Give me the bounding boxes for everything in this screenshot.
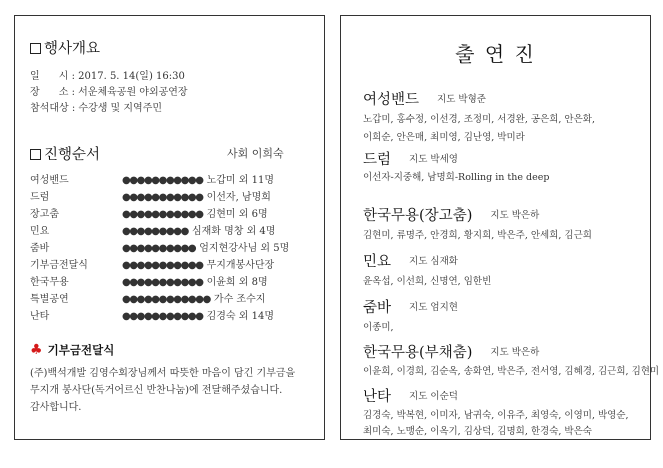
- cast-group-director: 지도 이순덕: [409, 391, 458, 402]
- date-value: 2017. 5. 14(일) 16:30: [78, 71, 185, 82]
- program-item: [30, 222, 310, 237]
- cast-group-name: 난타: [363, 389, 392, 405]
- program-item-detail: 이윤희 외 8명: [206, 277, 268, 288]
- place-value: 서운체육공원 야외공연장: [78, 87, 188, 98]
- donation-heading: 기부금전달식: [47, 343, 115, 357]
- program-item-name: 민요: [30, 226, 50, 237]
- donation-line: 무지개 봉사단(독거어르신 반찬나눔)에 전달해주셨습니다.: [30, 385, 283, 396]
- program-item: [30, 205, 310, 220]
- cast-group-name: 줌바: [363, 300, 392, 316]
- program-item-name: 난타: [30, 311, 50, 322]
- cast-group-heading: [363, 204, 539, 225]
- program-item: [30, 256, 310, 271]
- cast-group-members: 최미숙, 노맹순, 이옥기, 김상덕, 김명희, 한경숙, 박은숙: [363, 426, 592, 437]
- checkbox-square-icon: [30, 43, 41, 54]
- cast-group-members: 이종미,: [363, 322, 394, 333]
- overview-heading: 행사개요: [30, 37, 100, 58]
- cast-group-heading: [363, 341, 539, 362]
- checkbox-square-icon: [30, 149, 41, 160]
- program-item-name: 드럼: [30, 192, 50, 203]
- program-item-detail: 가수 조수지: [213, 294, 266, 305]
- cast-group-heading: [363, 88, 486, 109]
- cast-group-name: 한국무용(장고춤): [363, 208, 473, 224]
- program-item: [30, 307, 310, 322]
- program-item: [30, 290, 310, 305]
- cast-group-name: 여성밴드: [363, 92, 420, 108]
- program-item-dots: ●●●●●●●●●●●: [122, 311, 203, 322]
- program-item-detail: 김현미 외 6명: [206, 209, 268, 220]
- program-item: [30, 171, 310, 186]
- cast-group-heading: [363, 296, 458, 317]
- donation-line: 감사합니다.: [30, 402, 82, 413]
- cast-group-name: 민요: [363, 254, 392, 270]
- donation-line: (주)백석개발 김영수회장님께서 따뜻한 마음이 담긴 기부금을: [30, 368, 296, 379]
- program-item-dots: ●●●●●●●●●●●●: [122, 294, 210, 305]
- program-item-detail: 노갑미 외 11명: [206, 175, 274, 186]
- program-item-dots: ●●●●●●●●●●●: [122, 175, 203, 186]
- audience-label: 참석대상 :: [30, 103, 76, 114]
- cast-group-members: 이선자-지중해, 남명희-Rolling in the deep: [363, 172, 550, 183]
- place-row: [30, 83, 188, 98]
- date-row: [30, 67, 185, 82]
- program-item-name: 줌바: [30, 243, 50, 254]
- cast-group-members: 이윤희, 이경희, 김순옥, 송화연, 박은주, 전서영, 김혜경, 김근희, 김현미: [363, 366, 660, 377]
- cast-group-name: 한국무용(부채춤): [363, 345, 473, 361]
- program-item-detail: 김경숙 외 14명: [206, 311, 274, 322]
- cast-group-director: 지도 박은하: [490, 347, 540, 358]
- program-item-name: 여성밴드: [30, 175, 69, 186]
- program-item-dots: ●●●●●●●●●●●: [122, 209, 203, 220]
- program-heading: 진행순서: [30, 143, 100, 164]
- cast-group-heading: [363, 148, 458, 169]
- program-item-name: 장고춤: [30, 209, 59, 220]
- audience-row: [30, 99, 162, 114]
- program-item-detail: 무지개봉사단장: [206, 260, 275, 271]
- program-item-dots: ●●●●●●●●●: [122, 226, 188, 237]
- program-item: [30, 188, 310, 203]
- cast-group-name: 드럼: [363, 152, 392, 168]
- cast-group-director: 지도 심재화: [409, 256, 458, 267]
- program-item-dots: ●●●●●●●●●●●: [122, 277, 203, 288]
- cast-group-director: 지도 박은하: [490, 210, 540, 221]
- cast-title: 출 연 진: [455, 42, 536, 66]
- program-item: [30, 273, 310, 288]
- program-item-dots: ●●●●●●●●●●: [122, 243, 196, 254]
- cast-group-members: 노갑미, 홍수정, 이선경, 조정미, 서경완, 공은희, 안은화,: [363, 114, 595, 125]
- donation-heading-row: [30, 339, 114, 358]
- program-item-dots: ●●●●●●●●●●●: [122, 260, 203, 271]
- cast-group-director: 지도 박형준: [437, 94, 486, 105]
- place-label: 장 소 :: [30, 87, 75, 98]
- program-item-detail: 심재화 명창 외 4명: [191, 226, 276, 237]
- cast-group-members: 김현미, 류명주, 안경희, 황지희, 박은주, 안세희, 김근희: [363, 230, 592, 241]
- date-label: 일 시 :: [30, 71, 75, 82]
- program-item-name: 기부금전달식: [30, 260, 88, 271]
- cast-panel: [340, 15, 660, 440]
- program-item-name: 한국무용: [30, 277, 69, 288]
- program-item-dots: ●●●●●●●●●●●: [122, 192, 203, 203]
- event-overview-panel: [14, 15, 325, 440]
- cast-group-members: 이희순, 안은매, 최미영, 김난영, 박미라: [363, 132, 525, 143]
- audience-value: 수강생 및 지역주민: [78, 103, 163, 114]
- cast-group-members: 윤옥섭, 이선희, 신명연, 임한빈: [363, 276, 492, 287]
- cast-group-heading: [363, 250, 458, 271]
- program-item: [30, 239, 310, 254]
- cast-group-heading: [363, 385, 458, 406]
- program-item-detail: 엄지현강사님 외 5명: [199, 243, 290, 254]
- cast-group-director: 지도 박세영: [409, 154, 458, 165]
- cast-group-director: 지도 엄지현: [409, 302, 458, 313]
- program-item-name: 특별공연: [30, 294, 69, 305]
- club-icon: ♣: [30, 342, 43, 358]
- mc-label: 사회 이희숙: [227, 147, 284, 160]
- cast-group-members: 김경숙, 박복현, 이미자, 남귀숙, 이유주, 최영숙, 이영미, 박영순,: [363, 410, 629, 421]
- program-item-detail: 이선자, 남명희: [206, 192, 271, 203]
